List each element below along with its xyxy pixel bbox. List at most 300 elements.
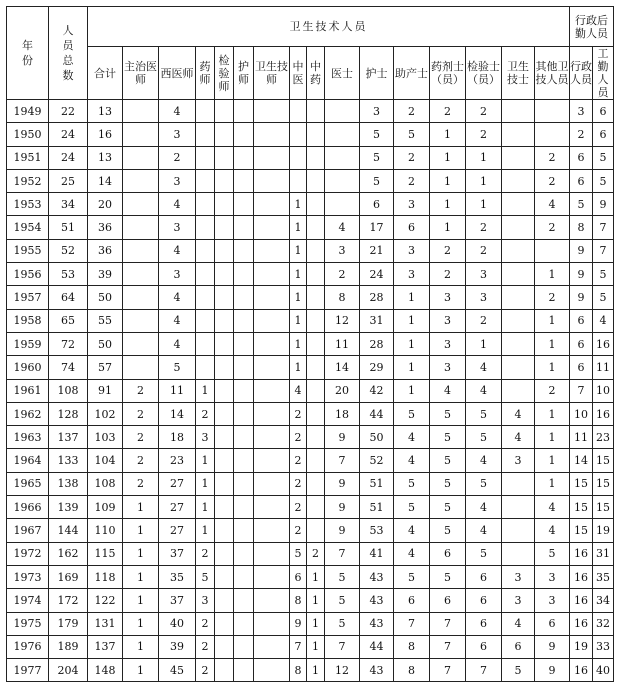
table-cell: 40 [159, 612, 196, 635]
table-cell [535, 100, 570, 123]
table-cell: 2 [290, 449, 307, 472]
table-cell: 1 [123, 496, 159, 519]
table-cell: 18 [325, 402, 360, 425]
table-cell [215, 263, 234, 286]
table-cell: 15 [593, 449, 614, 472]
header-group-admin: 行政后勤人员 [570, 7, 614, 47]
table-cell [502, 193, 535, 216]
table-cell: 31 [360, 309, 394, 332]
table-cell: 5 [360, 146, 394, 169]
table-cell: 2 [394, 100, 430, 123]
table-cell [234, 356, 254, 379]
table-cell: 2 [196, 612, 215, 635]
table-cell: 138 [49, 472, 88, 495]
table-cell: 19 [593, 519, 614, 542]
table-cell: 8 [570, 216, 593, 239]
table-cell: 36 [88, 239, 123, 262]
table-cell [234, 239, 254, 262]
table-cell: 2 [466, 123, 502, 146]
table-cell: 11 [593, 356, 614, 379]
table-cell: 4 [159, 286, 196, 309]
table-cell [307, 146, 325, 169]
table-cell [254, 659, 290, 682]
table-cell: 3 [535, 589, 570, 612]
table-cell [502, 286, 535, 309]
table-row [7, 100, 614, 123]
table-header [7, 7, 614, 100]
table-cell: 1 [430, 169, 466, 192]
year-cell: 1963 [7, 426, 49, 449]
table-cell: 6 [570, 332, 593, 355]
year-cell: 1954 [7, 216, 49, 239]
table-cell [290, 169, 307, 192]
table-cell: 15 [593, 472, 614, 495]
table-row [7, 356, 614, 379]
table-cell [234, 100, 254, 123]
staff-statistics-table [6, 6, 614, 682]
table-cell: 37 [159, 542, 196, 565]
table-cell: 3 [502, 449, 535, 472]
table-cell [502, 263, 535, 286]
table-cell: 27 [159, 496, 196, 519]
table-cell: 5 [430, 472, 466, 495]
table-cell: 7 [430, 659, 466, 682]
table-cell: 1 [430, 216, 466, 239]
table-cell: 3 [466, 263, 502, 286]
table-cell: 2 [307, 542, 325, 565]
table-cell: 43 [360, 565, 394, 588]
header-total: 合计 [88, 47, 123, 100]
table-cell: 2 [430, 100, 466, 123]
table-cell [535, 123, 570, 146]
table-cell [196, 309, 215, 332]
year-cell: 1956 [7, 263, 49, 286]
header-nurse-practitioner: 护师 [234, 47, 254, 100]
table-cell: 3 [570, 100, 593, 123]
table-cell: 4 [394, 449, 430, 472]
table-cell: 9 [325, 496, 360, 519]
table-cell [254, 402, 290, 425]
table-cell: 1 [466, 146, 502, 169]
table-cell [502, 332, 535, 355]
table-cell: 4 [466, 449, 502, 472]
table-cell [215, 193, 234, 216]
table-cell [290, 123, 307, 146]
table-cell: 1 [196, 519, 215, 542]
table-cell: 44 [360, 402, 394, 425]
table-cell: 1 [123, 519, 159, 542]
table-cell [215, 402, 234, 425]
table-cell: 6 [394, 216, 430, 239]
table-cell [254, 519, 290, 542]
table-cell [254, 100, 290, 123]
table-cell: 6 [466, 565, 502, 588]
table-cell [215, 379, 234, 402]
table-cell: 4 [325, 216, 360, 239]
table-cell: 29 [360, 356, 394, 379]
table-cell [123, 169, 159, 192]
table-cell: 189 [49, 635, 88, 658]
table-cell: 5 [466, 472, 502, 495]
table-cell: 1 [123, 565, 159, 588]
table-cell: 24 [49, 123, 88, 146]
table-cell: 16 [593, 332, 614, 355]
table-cell: 144 [49, 519, 88, 542]
table-cell [307, 356, 325, 379]
table-cell: 21 [360, 239, 394, 262]
table-cell: 33 [593, 635, 614, 658]
table-cell [307, 263, 325, 286]
table-cell: 2 [535, 286, 570, 309]
table-cell: 31 [593, 542, 614, 565]
table-cell: 91 [88, 379, 123, 402]
table-cell: 3 [325, 239, 360, 262]
table-cell: 36 [88, 216, 123, 239]
table-cell: 5 [535, 542, 570, 565]
table-cell: 6 [466, 612, 502, 635]
table-cell [215, 659, 234, 682]
table-cell: 139 [49, 496, 88, 519]
table-cell: 5 [430, 426, 466, 449]
table-row [7, 309, 614, 332]
table-cell: 13 [88, 146, 123, 169]
table-cell: 2 [535, 169, 570, 192]
table-row [7, 565, 614, 588]
table-cell [123, 123, 159, 146]
table-cell: 5 [593, 263, 614, 286]
table-cell: 122 [88, 589, 123, 612]
table-cell: 179 [49, 612, 88, 635]
table-cell: 109 [88, 496, 123, 519]
table-cell: 3 [430, 332, 466, 355]
table-cell: 2 [466, 216, 502, 239]
table-cell [502, 239, 535, 262]
table-cell [234, 589, 254, 612]
table-cell: 8 [290, 659, 307, 682]
table-cell: 4 [535, 496, 570, 519]
table-cell: 1 [535, 356, 570, 379]
table-cell [502, 519, 535, 542]
table-cell: 27 [159, 519, 196, 542]
table-cell: 1 [394, 309, 430, 332]
table-cell: 27 [159, 472, 196, 495]
table-cell: 39 [159, 635, 196, 658]
table-cell: 9 [593, 193, 614, 216]
table-cell: 35 [593, 565, 614, 588]
table-cell: 43 [360, 659, 394, 682]
table-cell: 2 [535, 379, 570, 402]
table-cell [215, 216, 234, 239]
table-cell: 7 [466, 659, 502, 682]
table-cell: 4 [593, 309, 614, 332]
table-cell: 24 [360, 263, 394, 286]
table-cell [254, 379, 290, 402]
table-cell: 9 [325, 426, 360, 449]
table-cell: 108 [88, 472, 123, 495]
table-cell: 1 [290, 309, 307, 332]
table-cell [234, 426, 254, 449]
table-row [7, 519, 614, 542]
table-cell: 8 [394, 635, 430, 658]
table-cell: 2 [123, 402, 159, 425]
table-cell: 6 [535, 612, 570, 635]
table-cell: 103 [88, 426, 123, 449]
table-cell [234, 193, 254, 216]
year-cell: 1977 [7, 659, 49, 682]
table-cell: 10 [593, 379, 614, 402]
table-cell: 7 [325, 635, 360, 658]
table-cell: 5 [394, 472, 430, 495]
table-cell [307, 309, 325, 332]
table-cell: 5 [593, 286, 614, 309]
table-cell [215, 542, 234, 565]
table-cell [254, 635, 290, 658]
table-cell [234, 169, 254, 192]
header-health-technician: 卫生技士 [502, 47, 535, 100]
table-cell: 6 [466, 589, 502, 612]
table-cell: 2 [290, 402, 307, 425]
table-cell: 55 [88, 309, 123, 332]
table-cell: 34 [593, 589, 614, 612]
table-cell: 2 [466, 309, 502, 332]
table-row [7, 332, 614, 355]
table-cell: 5 [159, 356, 196, 379]
staff-statistics-table-container [6, 6, 610, 682]
table-cell [234, 496, 254, 519]
table-cell: 41 [360, 542, 394, 565]
table-cell [123, 309, 159, 332]
table-cell: 5 [394, 402, 430, 425]
table-cell: 43 [360, 612, 394, 635]
year-cell: 1955 [7, 239, 49, 262]
table-cell: 1 [307, 635, 325, 658]
year-cell: 1953 [7, 193, 49, 216]
year-cell: 1951 [7, 146, 49, 169]
header-group-medical: 卫生技术人员 [88, 7, 570, 47]
table-cell: 7 [570, 379, 593, 402]
header-year: 年份 [7, 7, 49, 100]
table-cell: 4 [502, 612, 535, 635]
table-cell: 2 [123, 426, 159, 449]
table-cell: 23 [593, 426, 614, 449]
table-cell [502, 146, 535, 169]
table-cell [234, 332, 254, 355]
table-cell [307, 123, 325, 146]
table-cell [254, 263, 290, 286]
table-cell: 4 [159, 332, 196, 355]
table-cell: 128 [49, 402, 88, 425]
table-cell: 1 [290, 216, 307, 239]
table-cell: 11 [325, 332, 360, 355]
table-cell: 1 [394, 379, 430, 402]
header-tcm-doctor: 中医 [290, 47, 307, 100]
table-row [7, 659, 614, 682]
table-cell: 15 [570, 519, 593, 542]
table-cell [215, 496, 234, 519]
header-lab-assistant: 检验士（员） [466, 47, 502, 100]
table-cell [502, 309, 535, 332]
table-cell [502, 379, 535, 402]
table-cell [307, 169, 325, 192]
table-cell: 3 [394, 239, 430, 262]
table-row [7, 263, 614, 286]
table-cell: 2 [290, 519, 307, 542]
table-cell: 4 [466, 356, 502, 379]
table-cell [254, 309, 290, 332]
table-cell: 10 [570, 402, 593, 425]
table-cell [502, 496, 535, 519]
table-cell [254, 589, 290, 612]
table-cell: 137 [49, 426, 88, 449]
table-row [7, 123, 614, 146]
table-cell: 5 [570, 193, 593, 216]
table-cell [254, 356, 290, 379]
table-cell: 5 [502, 659, 535, 682]
table-cell: 3 [535, 565, 570, 588]
table-cell: 6 [430, 542, 466, 565]
table-cell [234, 612, 254, 635]
table-cell [502, 216, 535, 239]
table-cell: 1 [290, 286, 307, 309]
header-lab-technologist: 检验师 [215, 47, 234, 100]
table-cell [123, 263, 159, 286]
table-cell: 2 [123, 472, 159, 495]
year-cell: 1960 [7, 356, 49, 379]
table-cell: 2 [123, 379, 159, 402]
table-cell [196, 193, 215, 216]
table-row [7, 239, 614, 262]
table-cell: 15 [593, 496, 614, 519]
table-cell: 5 [290, 542, 307, 565]
table-cell: 3 [196, 426, 215, 449]
table-cell: 1 [196, 449, 215, 472]
table-cell [254, 286, 290, 309]
table-cell: 1 [466, 193, 502, 216]
table-cell [196, 286, 215, 309]
table-cell [196, 146, 215, 169]
table-cell: 42 [360, 379, 394, 402]
table-cell: 2 [290, 496, 307, 519]
table-cell: 2 [196, 635, 215, 658]
table-cell: 15 [570, 496, 593, 519]
table-cell: 108 [49, 379, 88, 402]
table-cell: 6 [360, 193, 394, 216]
table-cell: 1 [123, 635, 159, 658]
table-cell [254, 332, 290, 355]
table-cell: 4 [535, 193, 570, 216]
table-cell: 6 [570, 356, 593, 379]
table-cell: 131 [88, 612, 123, 635]
header-pharmacist: 药师 [196, 47, 215, 100]
table-cell: 9 [290, 612, 307, 635]
table-cell: 1 [290, 356, 307, 379]
table-cell [215, 356, 234, 379]
table-cell [123, 239, 159, 262]
table-cell: 28 [360, 286, 394, 309]
year-cell: 1962 [7, 402, 49, 425]
table-cell: 2 [196, 402, 215, 425]
table-cell: 2 [466, 239, 502, 262]
header-health-technologist: 卫生技师 [254, 47, 290, 100]
header-service-workers: 工勤人员 [593, 47, 614, 100]
table-cell: 44 [360, 635, 394, 658]
table-cell: 1 [196, 496, 215, 519]
table-cell [196, 216, 215, 239]
table-cell: 1 [196, 472, 215, 495]
year-cell: 1952 [7, 169, 49, 192]
header-pharmacy-assistant: 药剂士（员） [430, 47, 466, 100]
table-cell: 5 [430, 565, 466, 588]
table-cell [215, 169, 234, 192]
year-cell: 1973 [7, 565, 49, 588]
table-cell: 35 [159, 565, 196, 588]
table-cell: 16 [570, 589, 593, 612]
table-cell: 1 [466, 169, 502, 192]
table-cell [123, 356, 159, 379]
table-cell: 6 [466, 635, 502, 658]
table-cell: 53 [360, 519, 394, 542]
year-cell: 1976 [7, 635, 49, 658]
table-cell: 74 [49, 356, 88, 379]
table-cell [215, 426, 234, 449]
table-cell: 6 [570, 309, 593, 332]
table-cell [215, 519, 234, 542]
table-cell [215, 565, 234, 588]
table-cell [196, 332, 215, 355]
table-cell: 3 [430, 309, 466, 332]
table-cell [254, 426, 290, 449]
table-cell: 5 [466, 542, 502, 565]
year-cell: 1950 [7, 123, 49, 146]
table-cell [502, 472, 535, 495]
table-cell: 1 [430, 146, 466, 169]
table-cell [254, 542, 290, 565]
table-cell: 2 [430, 263, 466, 286]
table-cell: 5 [325, 612, 360, 635]
table-cell: 40 [593, 659, 614, 682]
table-cell: 5 [430, 449, 466, 472]
table-cell: 2 [394, 146, 430, 169]
table-row [7, 146, 614, 169]
table-cell [502, 356, 535, 379]
table-cell: 14 [325, 356, 360, 379]
table-cell [254, 146, 290, 169]
table-cell [325, 146, 360, 169]
header-assistant-doctor: 医士 [325, 47, 360, 100]
table-row [7, 496, 614, 519]
table-cell: 14 [88, 169, 123, 192]
table-cell [307, 332, 325, 355]
table-cell: 3 [159, 123, 196, 146]
table-cell: 9 [570, 239, 593, 262]
table-cell: 137 [88, 635, 123, 658]
table-cell: 4 [535, 519, 570, 542]
table-cell: 1 [123, 612, 159, 635]
table-cell: 3 [502, 565, 535, 588]
table-cell: 3 [394, 193, 430, 216]
table-cell: 1 [123, 589, 159, 612]
table-cell: 2 [466, 100, 502, 123]
table-cell: 23 [159, 449, 196, 472]
table-cell: 2 [535, 216, 570, 239]
table-cell: 133 [49, 449, 88, 472]
table-cell: 37 [159, 589, 196, 612]
table-cell [234, 472, 254, 495]
table-cell [307, 100, 325, 123]
table-cell: 1 [535, 402, 570, 425]
table-cell: 4 [394, 542, 430, 565]
table-cell: 2 [290, 472, 307, 495]
